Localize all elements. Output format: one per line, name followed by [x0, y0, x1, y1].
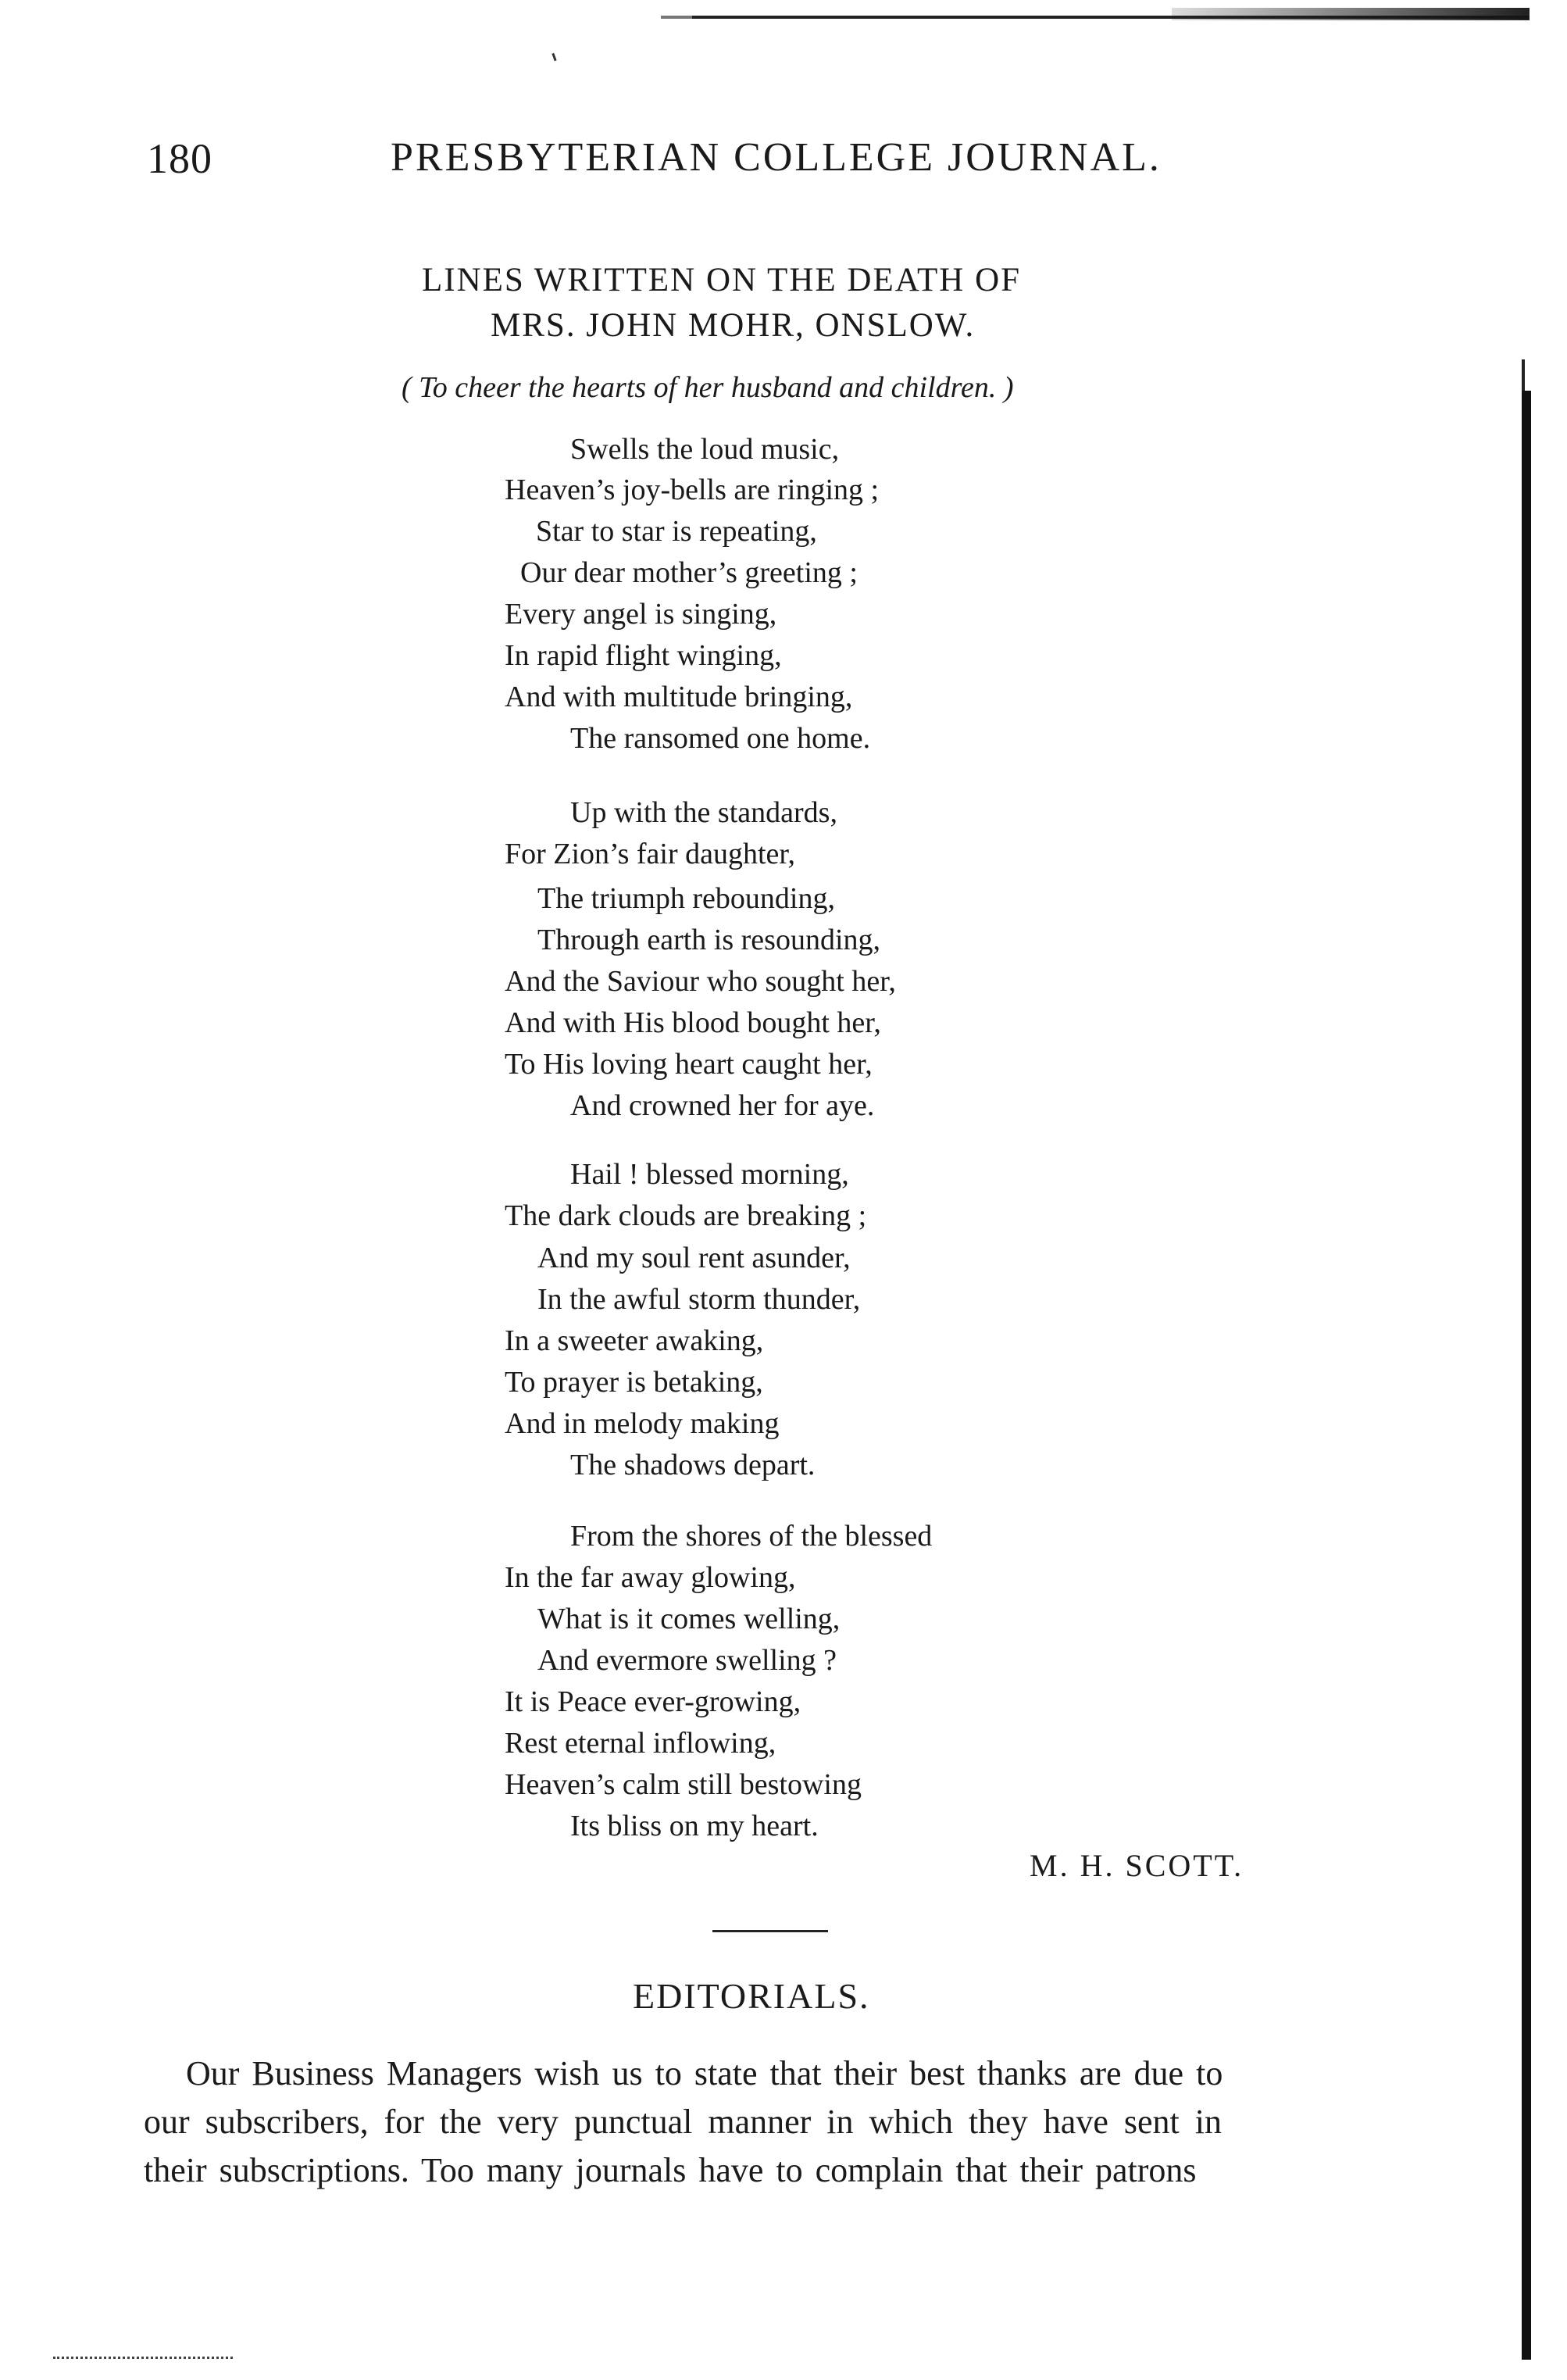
poem-line: In rapid flight winging,: [505, 639, 782, 672]
running-head: PRESBYTERIAN COLLEGE JOURNAL.: [391, 135, 1162, 180]
poem-dedication: ( To cheer the hearts of her husband and children. ): [402, 371, 1014, 404]
poem-line: The triumph rebounding,: [537, 882, 835, 915]
poem-line: Through earth is resounding,: [537, 924, 881, 956]
top-scan-rule-shadow: [1172, 8, 1530, 20]
poem-line: Rest eternal inflowing,: [505, 1727, 776, 1760]
poem-line: And my soul rent asunder,: [537, 1242, 851, 1274]
poem-line: And in melody making: [505, 1407, 780, 1440]
poem-line: The dark clouds are breaking ;: [505, 1199, 867, 1232]
poem-line: To prayer is betaking,: [505, 1366, 763, 1399]
poem-line: It is Peace ever-growing,: [505, 1685, 801, 1718]
poem-author: M. H. SCOTT.: [1030, 1848, 1244, 1883]
scan-speck: [551, 53, 556, 61]
poem-line: Heaven’s joy-bells are ringing ;: [505, 473, 880, 506]
poem-line: And evermore swelling ?: [537, 1644, 837, 1677]
page-edge-shadow: [1522, 391, 1531, 2360]
poem-line: Hail ! blessed morning,: [570, 1158, 849, 1191]
page-number: 180: [147, 135, 212, 182]
top-scan-rule-start: [661, 16, 692, 19]
poem-line: Every angel is singing,: [505, 598, 777, 631]
poem-line: In the awful storm thunder,: [537, 1283, 861, 1316]
poem-line: The shadows depart.: [570, 1449, 816, 1481]
poem-line: And with multitude bringing,: [505, 681, 853, 713]
poem-line: The ransomed one home.: [570, 722, 871, 755]
poem-line: Heaven’s calm still bestowing: [505, 1768, 862, 1801]
poem-title-line-1: LINES WRITTEN ON THE DEATH OF: [422, 262, 1022, 298]
poem-line: And with His blood bought her,: [505, 1006, 881, 1039]
paragraph-line: their subscriptions. Too many journals have to complain that their patrons: [144, 2151, 1197, 2189]
poem-line: And the Saviour who sought her,: [505, 965, 896, 998]
poem-line: Its bliss on my heart.: [570, 1810, 819, 1842]
poem-line: And crowned her for aye.: [570, 1089, 875, 1122]
poem-line: Our dear mother’s greeting ;: [520, 556, 858, 589]
poem-title-line-2: MRS. JOHN MOHR, ONSLOW.: [491, 307, 976, 344]
poem-line: Up with the standards,: [570, 796, 837, 829]
bottom-scan-specks: [53, 2357, 233, 2361]
poem-line: For Zion’s fair daughter,: [505, 838, 796, 870]
poem-line: Swells the loud music,: [570, 433, 840, 466]
poem-line: From the shores of the blessed: [570, 1520, 933, 1553]
poem-line: Star to star is repeating,: [536, 515, 817, 548]
poem-line: What is it comes welling,: [537, 1603, 841, 1635]
poem-line: To His loving heart caught her,: [505, 1048, 873, 1081]
section-heading: EDITORIALS.: [633, 1976, 870, 2016]
paragraph-line: Our Business Managers wish us to state that their best thanks are due to: [186, 2054, 1223, 2092]
poem-line: In the far away glowing,: [505, 1561, 796, 1594]
section-divider: [712, 1930, 828, 1932]
poem-line: In a sweeter awaking,: [505, 1324, 764, 1357]
paragraph-line: our subscribers, for the very punctual manner in which they have sent in: [144, 2103, 1222, 2141]
